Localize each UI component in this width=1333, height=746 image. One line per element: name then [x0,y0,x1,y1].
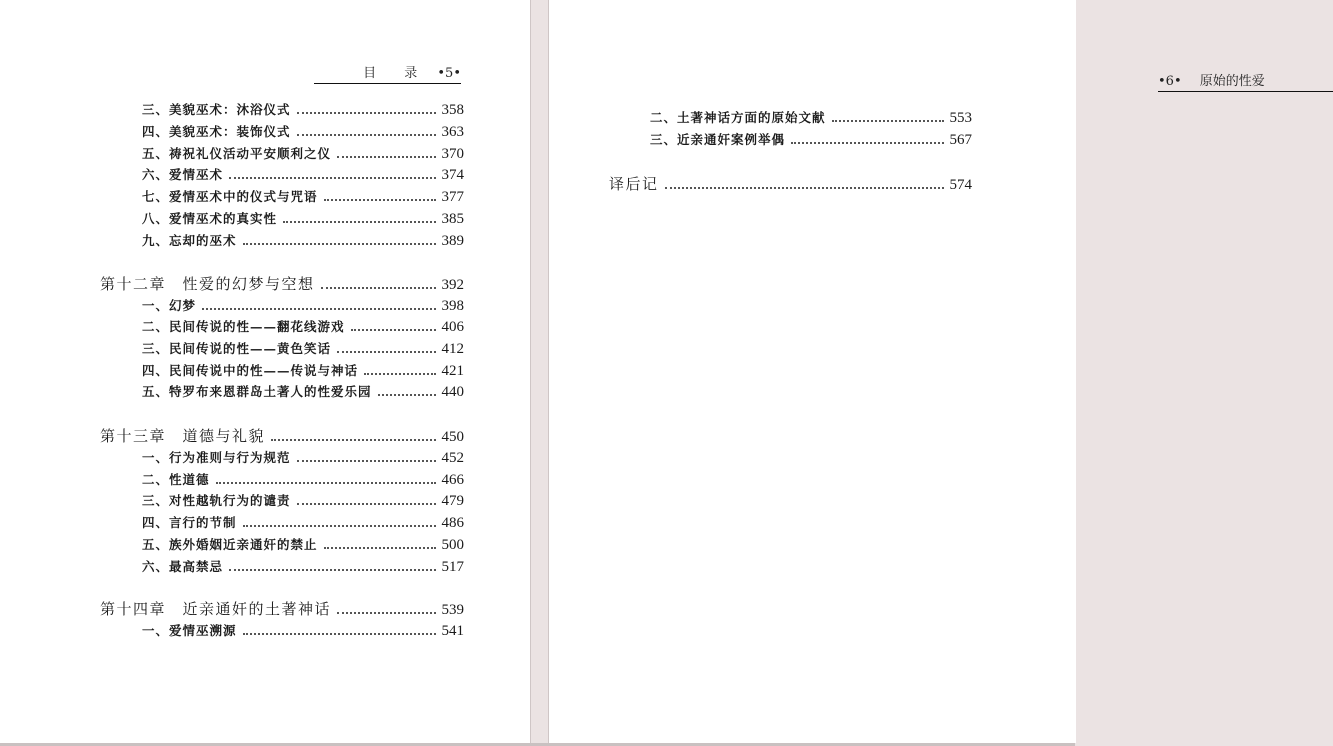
toc-entry-page: 406 [441,319,464,335]
toc-entry-title: 九、忘却的巫术 [142,233,237,248]
toc-entry[interactable] [142,100,464,119]
running-head-title: 目 录 [363,66,430,81]
toc-entry-page: 377 [441,189,464,205]
toc-entry-page: 398 [441,298,464,314]
toc-entry-title: 一、行为准则与行为规范 [142,450,291,465]
toc-entry-page: 539 [441,602,464,618]
dot-leader [378,393,436,396]
dot-leader [351,328,436,331]
dot-leader [324,546,436,549]
toc-entry[interactable] [142,513,464,532]
dot-leader [283,220,435,223]
toc-entry[interactable] [142,317,464,336]
toc-chapter-title: 第十三章 道德与礼貌 [100,427,266,445]
toc-entry-page: 421 [441,363,464,379]
dot-leader [665,186,944,189]
toc-chapter-12[interactable] [100,273,464,294]
toc-entry-title: 三、民间传说的性——黄色笑话 [142,341,332,356]
toc-chapter-14[interactable] [100,598,464,619]
toc-entry[interactable] [142,448,464,467]
toc-entry-page: 440 [441,384,464,400]
running-head-left [314,62,461,84]
toc-entry-page: 553 [949,110,972,126]
dot-leader [321,286,436,289]
toc-entry-page: 574 [949,177,972,193]
dot-leader [337,155,435,158]
toc-entry-page: 385 [441,211,464,227]
toc-entry[interactable] [142,209,464,228]
toc-entry-title: 四、美貌巫术：装饰仪式 [142,124,291,139]
dot-leader [337,350,435,353]
dot-leader [243,242,436,245]
toc-entry-page: 517 [441,559,464,575]
toc-entry-title: 三、美貌巫术：沐浴仪式 [142,102,291,117]
toc-entry[interactable] [142,187,464,206]
toc-entry-title: 二、民间传说的性——翻花线游戏 [142,319,345,334]
dot-leader [297,502,436,505]
toc-entry[interactable] [142,557,464,576]
dot-leader [297,459,436,462]
toc-entry-title: 三、近亲通奸案例举偶 [650,132,786,147]
running-head-title: 原始的性爱 [1199,74,1265,89]
toc-entry-page: 389 [441,233,464,249]
page-number: •6• [1158,74,1182,89]
toc-entry[interactable] [142,144,464,163]
toc-entry-title: 三、对性越轨行为的谴责 [142,493,291,508]
running-head-right [1158,70,1333,92]
toc-entry-page: 412 [441,341,464,357]
toc-entry-page: 392 [441,277,464,293]
dot-leader [364,372,435,375]
toc-entry-page: 452 [441,450,464,466]
toc-entry[interactable] [142,122,464,141]
dot-leader [271,438,435,441]
dot-leader [229,176,435,179]
toc-entry[interactable] [142,621,464,640]
toc-chapter-title: 第十二章 性爱的幻梦与空想 [100,275,315,293]
toc-entry-page: 374 [441,167,464,183]
toc-entry-title: 一、幻梦 [142,298,197,313]
toc-postscript[interactable] [609,173,972,194]
toc-entry[interactable] [650,130,972,149]
toc-entry-title: 八、爱情巫术的真实性 [142,211,278,226]
toc-entry-page: 363 [441,124,464,140]
toc-entry-title: 二、土著神话方面的原始文献 [650,110,826,125]
toc-entry-title: 五、特罗布来恩群岛土著人的性爱乐园 [142,384,372,399]
toc-entry-title: 六、爱情巫术 [142,167,224,182]
dot-leader [324,198,436,201]
toc-entry[interactable] [142,165,464,184]
toc-entry-page: 450 [441,429,464,445]
toc-entry-page: 479 [441,493,464,509]
dot-leader [243,632,436,635]
toc-entry-page: 567 [949,132,972,148]
dot-leader [216,481,436,484]
page-5 [0,0,531,743]
toc-entry[interactable] [650,108,972,127]
toc-entry-title: 五、祷祝礼仪活动平安顺利之仪 [142,146,332,161]
dot-leader [202,307,435,310]
dot-leader [832,119,944,122]
toc-entry-title: 六、最高禁忌 [142,559,224,574]
toc-entry-title: 七、爱情巫术中的仪式与咒语 [142,189,318,204]
toc-entry[interactable] [142,535,464,554]
toc-entry[interactable] [142,231,464,250]
toc-entry-page: 370 [441,146,464,162]
toc-entry-page: 500 [441,537,464,553]
toc-entry-title: 二、性道德 [142,472,210,487]
dot-leader [229,568,435,571]
toc-entry-page: 541 [441,623,464,639]
dot-leader [337,611,435,614]
toc-entry[interactable] [142,382,464,401]
toc-entry[interactable] [142,339,464,358]
dot-leader [297,111,436,114]
dot-leader [297,133,436,136]
toc-entry[interactable] [142,491,464,510]
dot-leader [791,141,943,144]
toc-entry[interactable] [142,296,464,315]
page-number: •5• [437,66,461,81]
toc-entry[interactable] [142,361,464,380]
toc-entry-page: 466 [441,472,464,488]
page-gutter [531,0,547,746]
toc-entry-page: 358 [441,102,464,118]
toc-entry-page: 486 [441,515,464,531]
toc-entry-title: 五、族外婚姻近亲通奸的禁止 [142,537,318,552]
toc-entry-title: 四、言行的节制 [142,515,237,530]
toc-chapter-13[interactable] [100,425,464,446]
toc-entry[interactable] [142,470,464,489]
toc-chapter-title: 译后记 [609,175,659,193]
toc-entry-title: 一、爱情巫溯源 [142,623,237,638]
toc-chapter-title: 第十四章 近亲通奸的土著神话 [100,600,332,618]
toc-entry-title: 四、民间传说中的性——传说与神话 [142,363,359,378]
dot-leader [243,524,436,527]
